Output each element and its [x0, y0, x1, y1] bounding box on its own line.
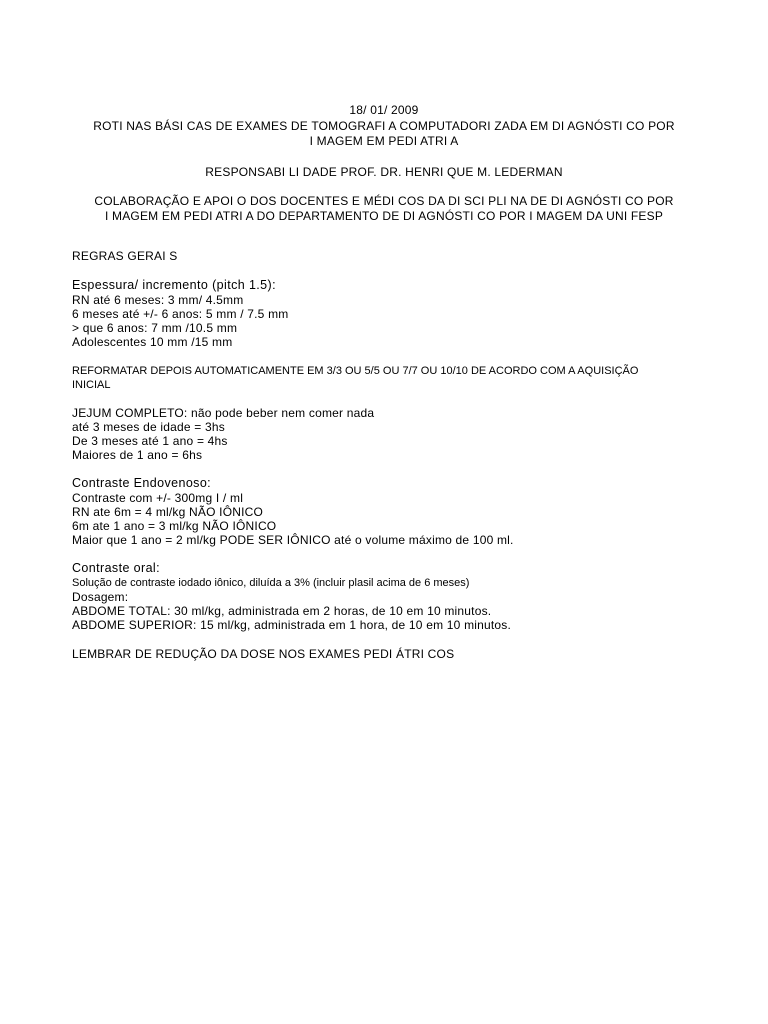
oral-contrast-line: ABDOME TOTAL: 30 ml/kg, administrada em 2 horas, de 10 em 10 minutos. — [72, 604, 492, 618]
rules-heading: REGRAS GERAI S — [72, 249, 178, 263]
thickness-line: Adolescentes 10 mm /15 mm — [72, 335, 233, 349]
oral-contrast-line: Dosagem: — [72, 590, 129, 604]
iv-contrast-heading: Contraste Endovenoso: — [72, 476, 212, 490]
fasting-heading: JEJUM COMPLETO: não pode beber nem comer nada — [72, 406, 375, 420]
dose-reduction-reminder: LEMBRAR DE REDUÇÃO DA DOSE NOS EXAMES PEDI ÁTRI COS — [72, 647, 455, 661]
collaboration-line-2: I MAGEM EM PEDI ATRI A DO DEPARTAMENTO DE DI AGNÓSTI CO POR I MAGEM DA UNI FESP — [104, 209, 664, 223]
oral-contrast-line: Solução de contraste iodado iônico, diluída a 3% (incluir plasil acima de 6 meses) — [72, 577, 470, 589]
document-title-line-1: ROTI NAS BÁSI CAS DE EXAMES DE TOMOGRAFI A COMPUTADORI ZADA EM DI AGNÓSTI CO POR — [93, 119, 675, 133]
iv-contrast-line: 6m ate 1 ano = 3 ml/kg NÃO IÔNICO — [72, 519, 277, 533]
iv-contrast-line: Maior que 1 ano = 2 ml/kg PODE SER IÔNICO até o volume máximo de 100 ml. — [72, 533, 514, 547]
oral-contrast-heading: Contraste oral: — [72, 561, 160, 575]
iv-contrast-line: Contraste com +/- 300mg I / ml — [72, 491, 244, 505]
oral-contrast-line: ABDOME SUPERIOR: 15 ml/kg, administrada em 1 hora, de 10 em 10 minutos. — [72, 618, 512, 632]
iv-contrast-line: RN ate 6m = 4 ml/kg NÃO IÔNICO — [72, 505, 264, 519]
responsibility-line: RESPONSABI LI DADE PROF. DR. HENRI QUE M. LEDERMAN — [205, 165, 563, 179]
document-title-line-2: I MAGEM EM PEDI ATRI A — [309, 134, 459, 148]
thickness-heading: Espessura/ incremento (pitch 1.5): — [72, 278, 276, 292]
thickness-line: > que 6 anos: 7 mm /10.5 mm — [72, 321, 238, 335]
fasting-line: Maiores de 1 ano = 6hs — [72, 448, 203, 462]
collaboration-line-1: COLABORAÇÃO E APOI O DOS DOCENTES E MÉDI COS DA DI SCI PLI NA DE DI AGNÓSTI CO POR — [94, 194, 674, 208]
fasting-line: De 3 meses até 1 ano = 4hs — [72, 434, 228, 448]
thickness-line: 6 meses até +/- 6 anos: 5 mm / 7.5 mm — [72, 307, 289, 321]
reformat-line-2: INICIAL — [72, 379, 111, 391]
thickness-line: RN até 6 meses: 3 mm/ 4.5mm — [72, 293, 244, 307]
fasting-line: até 3 meses de idade = 3hs — [72, 420, 225, 434]
document-date: 18/ 01/ 2009 — [349, 103, 419, 117]
reformat-line-1: REFORMATAR DEPOIS AUTOMATICAMENTE EM 3/3 OU 5/5 OU 7/7 OU 10/10 DE ACORDO COM A AQUISIÇÃO — [72, 365, 639, 377]
